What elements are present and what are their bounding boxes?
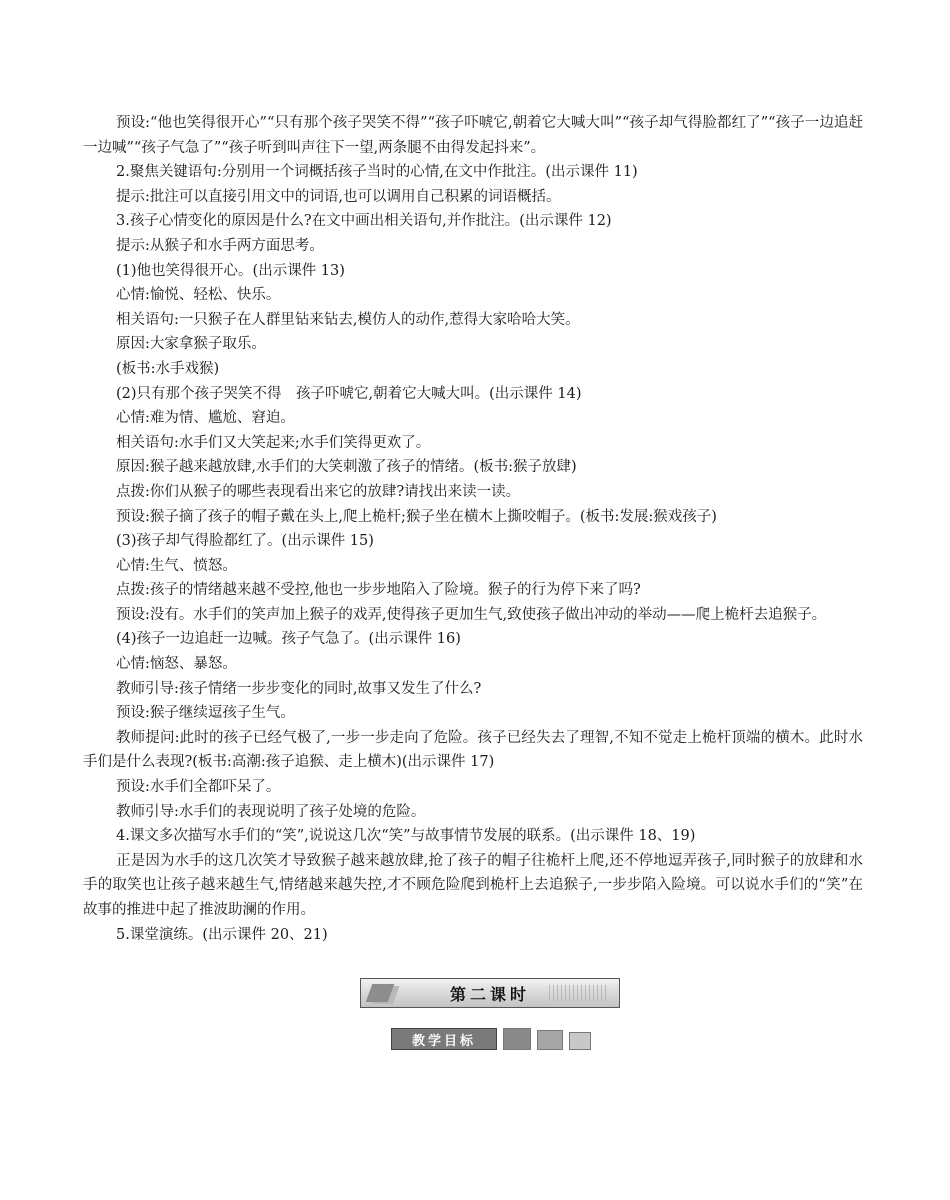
paragraph: 心情:恼怒、暴怒。 bbox=[116, 656, 237, 673]
section-banner bbox=[360, 978, 620, 1008]
paragraph: 正是因为水手的这几次笑才导致猴子越来越放肆,抢了孩子的帽子往桅杆上爬,还不停地逗弄孩子,同时猴子的放肆和水手的取笑也让孩子越来越生气,情绪越来越失控,才不顾危险爬到桅杆上去追猴子,一步步陷入险境。可以说水手们的“笑”在故事的推进中起了推波助澜的作用。 bbox=[83, 852, 863, 918]
paragraph: (1)他也笑得很开心。(出示课件 13) bbox=[116, 262, 345, 279]
paragraph: 心情:生气、愤怒。 bbox=[116, 557, 237, 574]
paragraph: 预设:没有。水手们的笑声加上猴子的戏弄,使得孩子更加生气,致使孩子做出冲动的举动——爬上桅杆去追猴子。 bbox=[116, 606, 827, 623]
square-decoration-icon bbox=[503, 1028, 531, 1050]
paragraph: (3)孩子却气得脸都红了。(出示课件 15) bbox=[116, 533, 374, 550]
paragraph: 相关语句:一只猴子在人群里钻来钻去,模仿人的动作,惹得大家哈哈大笑。 bbox=[116, 311, 580, 328]
paragraph: 预设:水手们全都吓呆了。 bbox=[116, 779, 281, 796]
teaching-objectives-header bbox=[391, 1026, 591, 1050]
paragraph: 点拨:孩子的情绪越来越不受控,他也一步步地陷入了险境。猴子的行为停下来了吗? bbox=[116, 582, 641, 599]
paragraph: 3.孩子心情变化的原因是什么?在文中画出相关语句,并作批注。(出示课件 12) bbox=[116, 213, 612, 230]
square-decoration-icon bbox=[537, 1030, 563, 1050]
document-body bbox=[83, 111, 863, 947]
paragraph: 预设:“他也笑得很开心”“只有那个孩子哭笑不得”“孩子吓唬它,朝着它大喊大叫”“孩子却气得脸都红了”“孩子一边追赶一边喊”“孩子气急了”“孩子听到叫声往下一望,两条腿不由得发起抖来”。 bbox=[83, 115, 863, 156]
paragraph: 心情:难为情、尴尬、窘迫。 bbox=[116, 410, 295, 427]
paragraph: 教师引导:水手们的表现说明了孩子处境的危险。 bbox=[116, 803, 426, 820]
paragraph: 相关语句:水手们又大笑起来;水手们笑得更欢了。 bbox=[116, 434, 431, 451]
paragraph: 点拨:你们从猴子的哪些表现看出来它的放肆?请找出来读一读。 bbox=[116, 483, 521, 500]
paragraph: 原因:大家拿猴子取乐。 bbox=[116, 336, 266, 353]
paragraph: 提示:批注可以直接引用文中的词语,也可以调用自己积累的词语概括。 bbox=[116, 188, 561, 205]
paragraph: 2.聚焦关键语句:分别用一个词概括孩子当时的心情,在文中作批注。(出示课件 11) bbox=[116, 164, 638, 181]
paragraph: 教师引导:孩子情绪一步步变化的同时,故事又发生了什么? bbox=[116, 680, 482, 697]
paragraph: 5.课堂演练。(出示课件 20、21) bbox=[116, 926, 328, 943]
paragraph: 4.课文多次描写水手们的“笑”,说说这几次“笑”与故事情节发展的联系。(出示课件 18、19) bbox=[116, 828, 696, 845]
square-decoration-icon bbox=[569, 1032, 591, 1050]
paragraph: 预设:猴子摘了孩子的帽子戴在头上,爬上桅杆;猴子坐在横木上撕咬帽子。(板书:发展:猴戏孩子) bbox=[116, 508, 717, 525]
paragraph: (2)只有那个孩子哭笑不得 孩子吓唬它,朝着它大喊大叫。(出示课件 14) bbox=[116, 385, 582, 402]
section-title: 第二课时 bbox=[449, 984, 530, 1004]
banner-stripe-decoration bbox=[549, 985, 609, 1001]
paragraph: 预设:猴子继续逗孩子生气。 bbox=[116, 705, 295, 722]
banner-decoration-icon bbox=[366, 984, 395, 1002]
paragraph: 心情:愉悦、轻松、快乐。 bbox=[116, 287, 281, 304]
paragraph: 教师提问:此时的孩子已经气极了,一步一步走向了危险。孩子已经失去了理智,不知不觉走上桅杆顶端的横木。此时水手们是什么表现?(板书:高潮:孩子追猴、走上横木)(出示课件 17) bbox=[83, 729, 863, 771]
paragraph: (4)孩子一边追赶一边喊。孩子气急了。(出示课件 16) bbox=[116, 631, 461, 648]
objective-label: 教学目标 bbox=[391, 1028, 497, 1050]
paragraph: 原因:猴子越来越放肆,水手们的大笑刺激了孩子的情绪。(板书:猴子放肆) bbox=[116, 459, 577, 476]
paragraph: (板书:水手戏猴) bbox=[116, 360, 220, 377]
paragraph: 提示:从猴子和水手两方面思考。 bbox=[116, 237, 324, 254]
